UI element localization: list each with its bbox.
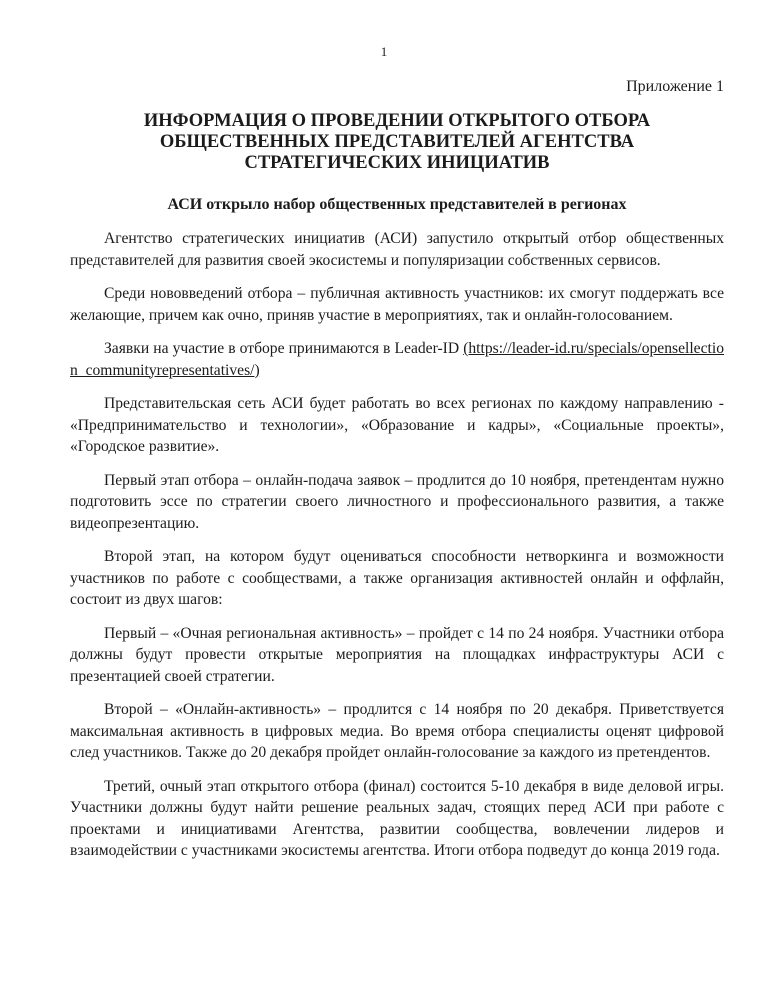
paragraph-innovations: Среди нововведений отбора – публичная активность участников: их смогут поддержать все желающие, причем как очно, приняв участие в мероприятиях, так и онлайн-голосованием. <box>70 285 724 324</box>
paragraph-applications <box>70 338 724 381</box>
paragraph-stage-one: Первый этап отбора – онлайн-подача заявок – продлится до 10 ноября, претендентам нужно подготовить эссе по стратегии своего личностного и профессионального развития, а также видеопрезентацию. <box>70 471 724 532</box>
title-line-2: ОБЩЕСТВЕННЫХ ПРЕДСТАВИТЕЛЕЙ АГЕНТСТВА <box>159 132 635 152</box>
document-subtitle: АСИ открыло набор общественных представителей в регионах <box>167 196 627 213</box>
paragraph-stage-two: Второй этап, на котором будут оцениваться способности нетворкинга и возможности участников по работе с сообществами, а также организация активностей онлайн и оффлайн, состоит из двух шагов: <box>70 548 724 608</box>
page-number: 1 <box>380 44 388 59</box>
title-line-3: СТРАТЕГИЧЕСКИХ ИНИЦИАТИВ <box>244 153 550 173</box>
document-title <box>70 111 724 174</box>
title-line-1: ИНФОРМАЦИЯ О ПРОВЕДЕНИИ ОТКРЫТОГО ОТБОРА <box>143 111 651 131</box>
paragraph-step-two: Второй – «Онлайн-активность» – продлится с 14 ноября по 20 декабря. Приветствуется максимальная активность в цифровых медиа. Во время отбора специалисты оценят цифровой след участников. Также до 20 декабря пройдет онлайн-голосование за каждого из претендентов. <box>70 701 724 761</box>
paragraph-network: Представительская сеть АСИ будет работать во всех регионах по каждому направлению - «Предпринимательство и технологии», «Образование и кадры», «Социальные проекты», «Городское развитие». <box>70 395 724 455</box>
paragraph-step-one: Первый – «Очная региональная активность» – пройдет с 14 по 24 ноября. Участники отбора должны будут провести открытые мероприятия на площадках инфраструктуры АСИ с презентацией своей стратегии. <box>70 624 724 685</box>
appendix-label: Приложение 1 <box>626 78 724 95</box>
paragraph-intro: Агентство стратегических инициатив (АСИ) запустило открытый отбор общественных представителей для развития своей экосистемы и популяризации собственных сервисов. <box>70 230 724 269</box>
leader-id-link[interactable]: (https://leader-id.ru/specials/opensellection_communityrepresentatives/) <box>70 340 724 379</box>
document-body <box>70 228 724 874</box>
paragraph-stage-three: Третий, очный этап открытого отбора (финал) состоится 5-10 декабря в виде деловой игры. Участники должны будут найти решение реальных задач, стоящих перед АСИ при работе с проектами и инициативами Агентства, развитии сообщества, вовлечении лидеров и взаимодействии с участниками экосистемы агентства. Итоги отбора подведут до конца 2019 года. <box>70 777 724 859</box>
applications-text: Заявки на участие в отборе принимаются в Leader-ID <box>104 340 460 357</box>
